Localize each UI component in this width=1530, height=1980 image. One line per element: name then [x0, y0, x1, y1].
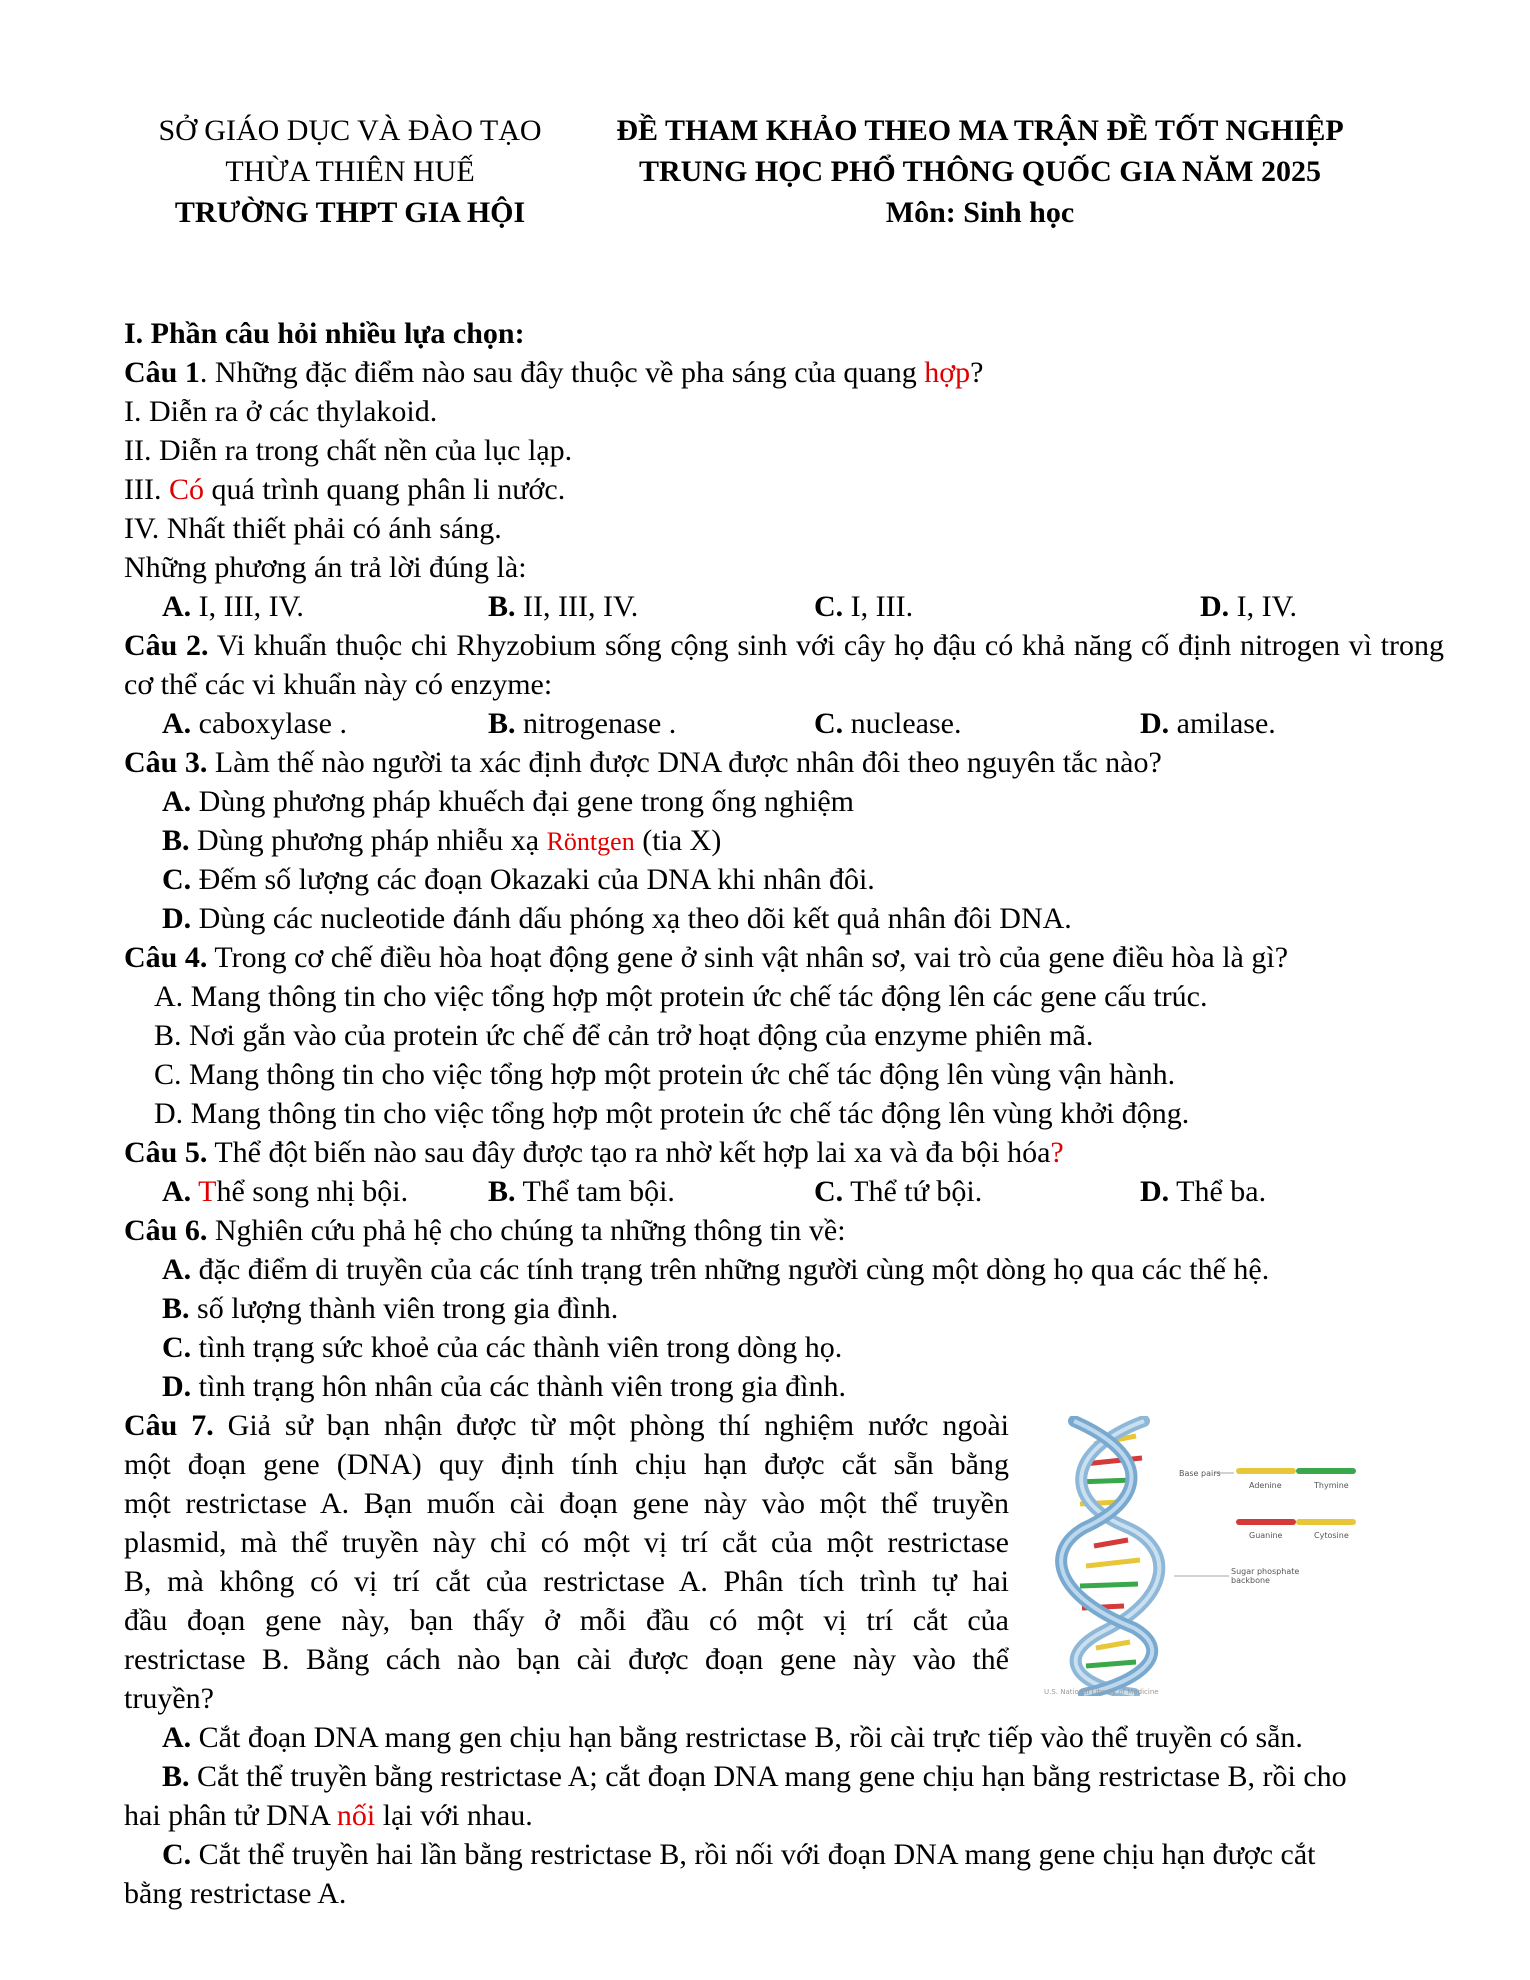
option-b[interactable]: B. số lượng thành viên trong gia đình. — [162, 1292, 619, 1325]
option-b[interactable]: B. nitrogenase . — [488, 707, 677, 740]
school-name: TRƯỜNG THPT GIA HỘI — [174, 196, 526, 229]
question-2: Câu 2. Vi khuẩn thuộc chi Rhyzobium sống cộng sinh với cây họ đậu có khả năng cố định nitrogen vì trong cơ thể các vi khuẩn này có enzyme: — [124, 629, 1444, 701]
option-c[interactable]: C. Đếm số lượng các đoạn Okazaki của DNA khi nhân đôi. — [162, 863, 875, 896]
department-name: SỞ GIÁO DỤC VÀ ĐÀO TẠO — [158, 114, 542, 147]
option-d[interactable]: D. amilase. — [1140, 707, 1276, 740]
option-b[interactable]: B. II, III, IV. — [488, 590, 639, 623]
option-d[interactable]: D. Dùng các nucleotide đánh dấu phóng xạ theo dõi kết quả nhân đôi DNA. — [162, 902, 1072, 935]
option-a[interactable]: A. caboxylase . — [162, 707, 347, 740]
image-credit: U.S. National Library of Medicine — [1044, 1688, 1159, 1696]
option-d[interactable]: D. I, IV. — [1200, 590, 1297, 623]
option-b[interactable]: B. Cắt thể truyền bằng restrictase A; cắt đoạn DNA mang gene chịu hạn bằng restrictase B, rồi cho — [162, 1760, 1347, 1793]
adenine-label: Adenine — [1249, 1481, 1282, 1490]
exam-content — [124, 314, 1444, 1913]
backbone-label: backbone — [1231, 1576, 1270, 1585]
option-d[interactable]: D. Mang thông tin cho việc tổng hợp một protein ức chế tác động lên vùng khởi động. — [154, 1097, 1190, 1130]
option-c[interactable]: C. tình trạng sức khoẻ của các thành viên trong dòng họ. — [162, 1331, 843, 1364]
exam-title-line1: ĐỀ THAM KHẢO THEO MA TRẬN ĐỀ TỐT NGHIỆP — [616, 114, 1344, 147]
option-b[interactable]: B. Dùng phương pháp nhiễu xạ Röntgen (tia X) — [162, 824, 722, 857]
option-a[interactable]: A. I, III, IV. — [162, 590, 304, 623]
option-a[interactable]: A. Mang thông tin cho việc tổng hợp một protein ức chế tác động lên các gene cấu trúc. — [154, 980, 1208, 1013]
option-c-continued: bằng restrictase A. — [124, 1877, 347, 1910]
statement-item: I. Diễn ra ở các thylakoid. — [124, 395, 438, 428]
question-1: Câu 1. Những đặc điểm nào sau đây thuộc về pha sáng của quang hợp? — [124, 356, 984, 389]
option-a[interactable]: A. đặc điểm di truyền của các tính trạng trên những người cùng một dòng họ qua các thế hệ. — [162, 1253, 1270, 1286]
exam-title-line2: TRUNG HỌC PHỔ THÔNG QUỐC GIA NĂM 2025 — [639, 155, 1321, 188]
question-4: Câu 4. Trong cơ chế điều hòa hoạt động gene ở sinh vật nhân sơ, vai trò của gene điều hòa là gì? — [124, 941, 1289, 974]
question-5: Câu 5. Thể đột biến nào sau đây được tạo ra nhờ kết hợp lai xa và đa bội hóa? — [124, 1136, 1064, 1169]
option-c[interactable]: C. nuclease. — [814, 707, 962, 740]
guanine-bar — [1236, 1519, 1296, 1525]
question-label: Câu 5. — [124, 1136, 208, 1169]
question-6: Câu 6. Nghiên cứu phả hệ cho chúng ta những thông tin về: — [124, 1214, 846, 1247]
option-a[interactable]: A. Cắt đoạn DNA mang gen chịu hạn bằng restrictase B, rồi cài trực tiếp vào thể truyền có sẵn. — [162, 1721, 1303, 1754]
question-label: Câu 7. — [124, 1409, 214, 1442]
option-d[interactable]: D. tình trạng hôn nhân của các thành viên trong gia đình. — [162, 1370, 846, 1403]
header-right — [560, 110, 1400, 233]
dna-double-helix-image — [1024, 1416, 1434, 1696]
question-label: Câu 2. — [124, 629, 209, 662]
option-a[interactable]: A. Thể song nhị bội. — [162, 1175, 409, 1208]
option-c[interactable]: C. Cắt thể truyền hai lần bằng restrictase B, rồi nối với đoạn DNA mang gene chịu hạn được cắt — [162, 1838, 1316, 1871]
question-3: Câu 3. Làm thế nào người ta xác định được DNA được nhân đôi theo nguyên tắc nào? — [124, 746, 1162, 779]
subject-name: Môn: Sinh học — [885, 196, 1075, 229]
question-label: Câu 6. — [124, 1214, 208, 1247]
statement-item: III. Có quá trình quang phân li nước. — [124, 473, 566, 506]
option-c[interactable]: C. I, III. — [814, 590, 914, 623]
answer-options — [124, 704, 1444, 743]
question-7 — [124, 1406, 1444, 1718]
section-title: I. Phần câu hỏi nhiều lựa chọn: — [124, 317, 525, 350]
adenine-bar — [1236, 1468, 1296, 1474]
statement-item: IV. Nhất thiết phải có ánh sáng. — [124, 512, 502, 545]
answer-prompt: Những phương án trả lời đúng là: — [124, 551, 527, 584]
thymine-label: Thymine — [1314, 1481, 1349, 1490]
header-left — [140, 110, 560, 233]
cytosine-label: Cytosine — [1314, 1531, 1349, 1540]
guanine-label: Guanine — [1249, 1531, 1283, 1540]
question-label: Câu 3. — [124, 746, 208, 779]
answer-options — [124, 587, 1444, 626]
question-label: Câu 1 — [124, 356, 200, 389]
question-label: Câu 4. — [124, 941, 208, 974]
option-b[interactable]: B. Thể tam bội. — [488, 1175, 675, 1208]
option-b[interactable]: B. Nơi gắn vào của protein ức chế để cản trở hoạt động của enzyme phiên mã. — [154, 1019, 1094, 1052]
option-c[interactable]: C. Mang thông tin cho việc tổng hợp một protein ức chế tác động lên vùng vận hành. — [154, 1058, 1176, 1091]
answer-options — [124, 1172, 1444, 1211]
base-pairs-label: Base pairs — [1179, 1469, 1221, 1478]
thymine-bar — [1296, 1468, 1356, 1474]
statement-item: II. Diễn ra trong chất nền của lục lạp. — [124, 434, 573, 467]
cytosine-bar — [1296, 1519, 1356, 1525]
option-d[interactable]: D. Thể ba. — [1140, 1175, 1267, 1208]
option-b-continued: hai phân tử DNA nối lại với nhau. — [124, 1799, 533, 1832]
dna-helix — [1061, 1421, 1159, 1694]
option-a[interactable]: A. Dùng phương pháp khuếch đại gene trong ống nghiệm — [162, 785, 854, 818]
question-7-text: Câu 7. Giả sử bạn nhận được từ một phòng thí nghiệm nước ngoài một đoạn gene (DNA) quy định tính chịu hạn được cắt sẵn bằng một restrictase A. Bạn muốn cài đoạn gene này vào một thể truyền plasmid, mà thể truyền này chỉ có một vị trí cắt của một restrictase B, mà không có vị trí cắt của restrictase A. Phân tích trình tự hai đầu đoạn gene này, bạn thấy ở mỗi đầu có một vị trí cắt của restrictase B. Bằng cách nào bạn cài được đoạn gene này vào thể truyền? — [124, 1409, 1009, 1715]
province-name: THỪA THIÊN HUẾ — [225, 155, 475, 188]
option-c[interactable]: C. Thể tứ bội. — [814, 1175, 983, 1208]
sugar-phosphate-label: Sugar phosphate — [1231, 1567, 1300, 1576]
